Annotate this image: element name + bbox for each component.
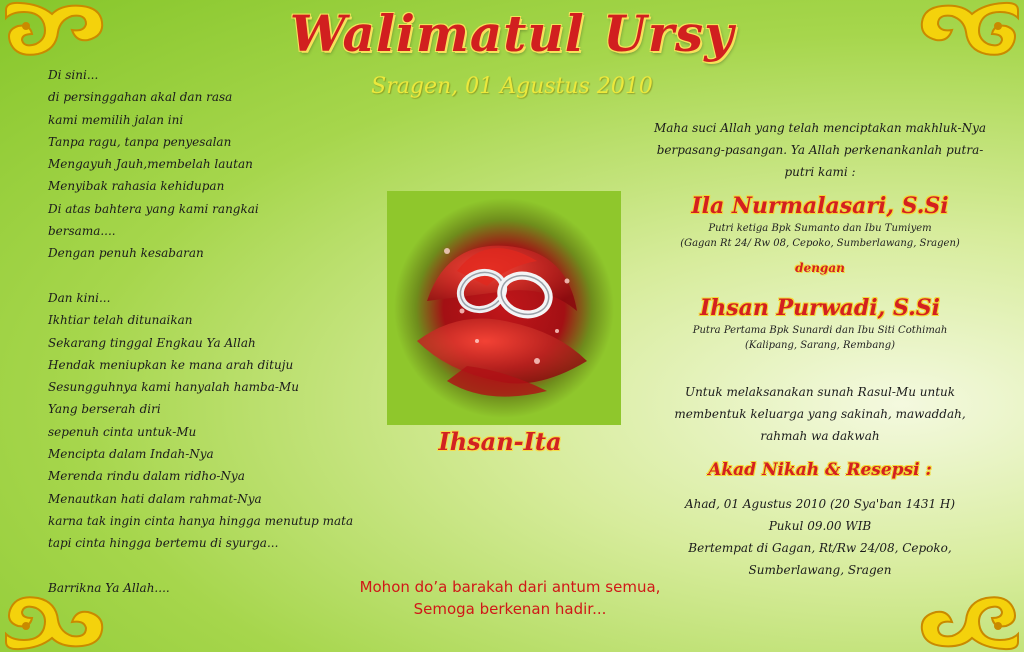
- intro-line: berpasang-pasangan. Ya Allah perkenankanlah putra-: [656, 143, 984, 157]
- bride-parents: Putri ketiga Bpk Sumanto dan Ibu Tumiyem: [708, 223, 932, 234]
- poem-line: Sekarang tinggal Engkau Ya Allah: [48, 335, 256, 350]
- intro-text: [630, 117, 1010, 183]
- event-line: Sumberlawang, Sragen: [748, 563, 892, 577]
- event-line: Ahad, 01 Agustus 2010 (20 Sya'ban 1431 H): [684, 497, 956, 511]
- event-title: Akad Nikah & Resepsi :: [708, 460, 932, 480]
- poem-line: Tanpa ragu, tanpa penyesalan: [48, 134, 232, 149]
- couple-tag: Ihsan-Ita: [438, 427, 562, 456]
- poem-line: Menyibak rahasia kehidupan: [48, 179, 225, 194]
- bride-name: Ila Nurmalasari, S.Si: [691, 193, 949, 219]
- groom-address: (Kalipang, Sarang, Rembang): [744, 340, 896, 351]
- invitation-date-place: Sragen, 01 Agustus 2010: [371, 74, 653, 99]
- poem-line: Sesungguhnya kami hanyalah hamba-Mu: [48, 380, 299, 395]
- groom-block: [630, 295, 1010, 353]
- poem-spacer: [48, 265, 388, 287]
- poem-line: tapi cinta hingga bertemu di syurga...: [48, 536, 279, 551]
- poem-line: Menautkan hati dalam rahmat-Nya: [48, 491, 262, 506]
- purpose-line: Untuk melaksanakan sunah Rasul-Mu untuk: [684, 385, 956, 399]
- poem-line: Yang berserah diri: [48, 402, 161, 417]
- bride-address: (Gagan Rt 24/ Rw 08, Cepoko, Sumberlawang, Sragen): [680, 238, 960, 249]
- poem-line: karna tak ingin cinta hanya hingga menutup mata: [48, 513, 354, 528]
- poem-line: Di atas bahtera yang kami rangkai: [48, 201, 259, 216]
- poem-line: di persinggahan akal dan rasa: [48, 90, 233, 105]
- corner-ornament-icon: [2, 590, 106, 652]
- poem-line: sepenuh cinta untuk-Mu: [48, 424, 197, 439]
- groom-parents: Putra Pertama Bpk Sunardi dan Ibu Siti Cothimah: [692, 325, 948, 336]
- poem-line: Dan kini...: [48, 290, 111, 305]
- poem-line: Mengayuh Jauh,membelah lautan: [48, 157, 253, 172]
- closing-line-1: Mohon do’a barakah dari antum semua,: [359, 578, 661, 596]
- invitation-title: Walimatul Ursy: [289, 4, 735, 63]
- poem-spacer: [48, 555, 388, 577]
- poem-line: kami memilih jalan ini: [48, 112, 184, 127]
- closing-message: [290, 576, 730, 620]
- poem: [48, 64, 388, 599]
- poem-line: Dengan penuh kesabaran: [48, 246, 204, 261]
- poem-line: Hendak meniupkan ke mana arah dituju: [48, 357, 294, 372]
- groom-name: Ihsan Purwadi, S.Si: [700, 295, 940, 321]
- purpose-line: membentuk keluarga yang sakinah, mawaddah,: [674, 407, 966, 421]
- poem-line: Di sini...: [48, 68, 99, 82]
- event-details: [630, 493, 1010, 581]
- poem-line: Ikhtiar telah ditunaikan: [48, 313, 193, 328]
- intro-line: Maha suci Allah yang telah menciptakan makhluk-Nya: [653, 121, 987, 135]
- poem-line: bersama....: [48, 224, 116, 239]
- poem-line: Mencipta dalam Indah-Nya: [48, 447, 214, 462]
- intro-line: putri kami :: [784, 165, 856, 179]
- event-line: Pukul 09.00 WIB: [768, 519, 872, 533]
- wedding-rings-on-rose-icon: [387, 191, 621, 425]
- poem-line: Merenda rindu dalam ridho-Nya: [48, 469, 245, 484]
- connector-text: dengan: [795, 261, 845, 275]
- purpose-line: rahmah wa dakwah: [760, 429, 880, 443]
- corner-ornament-icon: [918, 590, 1022, 652]
- bride-block: [630, 193, 1010, 251]
- event-line: Bertempat di Gagan, Rt/Rw 24/08, Cepoko,: [688, 541, 952, 555]
- closing-line-2: Semoga berkenan hadir...: [413, 600, 607, 618]
- purpose-text: [630, 381, 1010, 447]
- poem-line: Barrikna Ya Allah....: [48, 580, 170, 595]
